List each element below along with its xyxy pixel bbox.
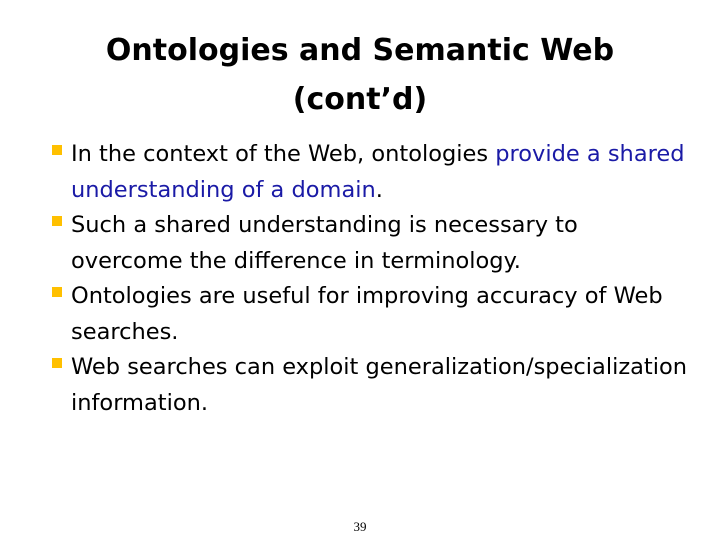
slide-title-line-1: Ontologies and Semantic Web — [105, 33, 615, 68]
bullet-4-text: Web searches can exploit generalization/specialization information. — [71, 354, 688, 416]
square-bullet-icon — [52, 145, 62, 155]
square-bullet-icon — [52, 216, 62, 226]
square-bullet-icon — [52, 287, 62, 297]
bullet-item-4 — [52, 350, 692, 421]
bullet-item-1 — [52, 137, 692, 208]
bullet-1-text-after: . — [375, 176, 383, 203]
bullet-item-2 — [52, 208, 692, 279]
bullet-1-highlight-text: provide a shared understanding of a domain — [71, 141, 685, 203]
bullet-1-text-before: In the context of the Web, ontologies — [71, 141, 496, 167]
bullet-item-3 — [52, 279, 692, 350]
slide-title — [40, 26, 680, 124]
square-bullet-icon — [52, 358, 62, 368]
bullet-list — [52, 137, 692, 421]
bullet-3-text: Ontologies are useful for improving accuracy of Web searches. — [71, 283, 663, 345]
bullet-2-text: Such a shared understanding is necessary to overcome the difference in terminology. — [71, 212, 578, 274]
page-number: 39 — [353, 519, 367, 534]
slide-title-line-2: (cont’d) — [292, 82, 428, 117]
